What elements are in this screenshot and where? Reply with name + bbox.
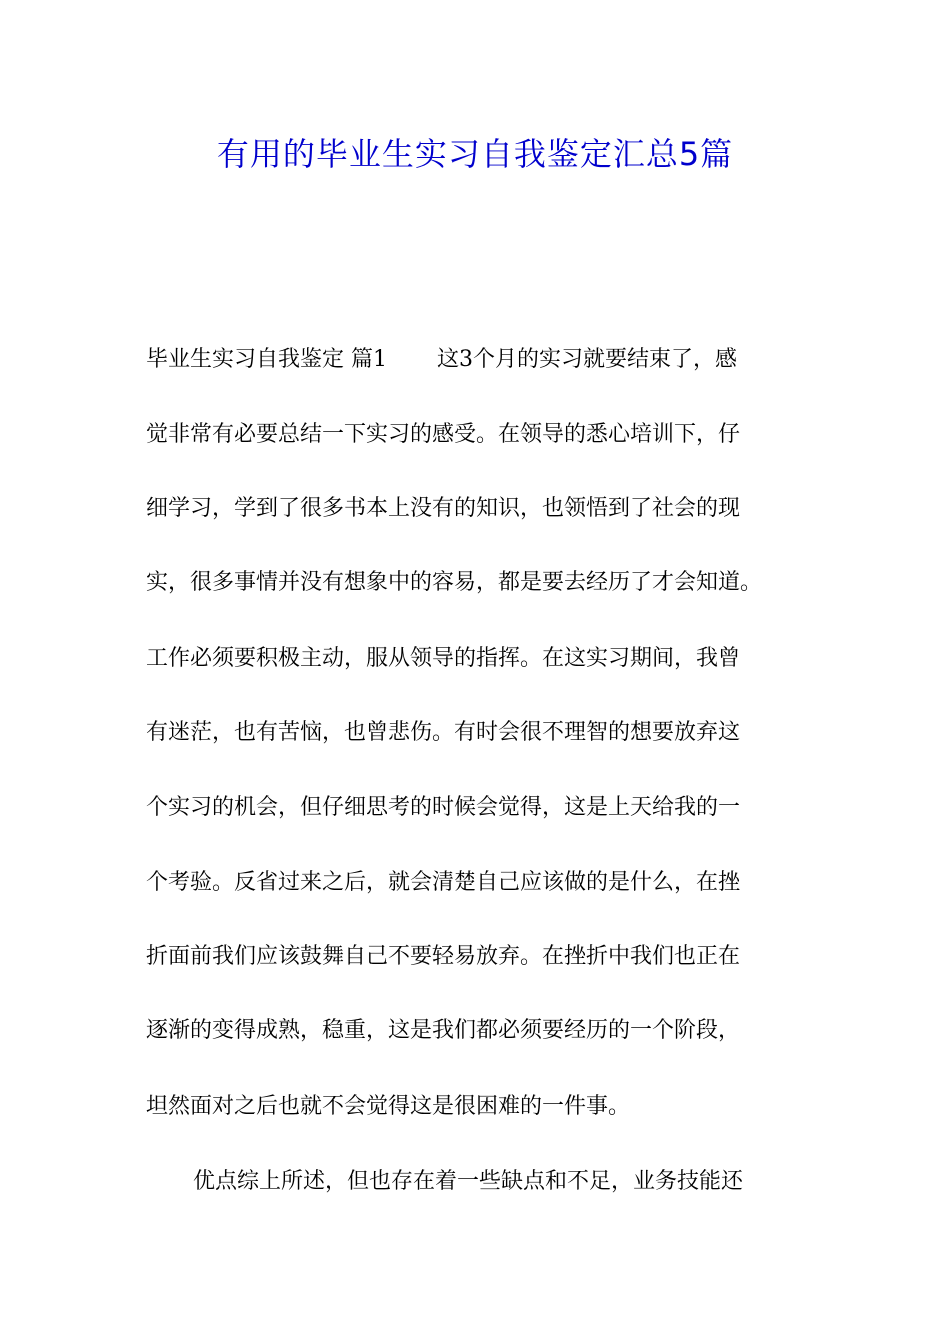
paragraph-line	[146, 345, 737, 375]
paragraph-line: 实，很多事情并没有想象中的容易，都是要去经历了才会知道。	[146, 570, 763, 595]
paragraph-line: 个实习的机会，但仔细思考的时候会觉得，这是上天给我的一	[146, 795, 741, 820]
document-title: 有用的毕业生实习自我鉴定汇总5篇	[216, 135, 734, 173]
paragraph-line: 优点综上所述，但也存在着一些缺点和不足，业务技能还	[193, 1169, 744, 1194]
paragraph-line: 逐渐的变得成熟，稳重，这是我们都必须要经历的一个阶段，	[146, 1018, 741, 1043]
paragraph-line: 细学习，学到了很多书本上没有的知识，也领悟到了社会的现	[146, 496, 741, 521]
paragraph-line: 折面前我们应该鼓舞自己不要轻易放弃。在挫折中我们也正在	[146, 944, 741, 969]
paragraph-line: 有迷茫，也有苦恼，也曾悲伤。有时会很不理智的想要放弃这	[146, 720, 741, 745]
paragraph-line: 工作必须要积极主动，服从领导的指挥。在这实习期间，我曾	[146, 646, 741, 671]
paragraph-line: 坦然面对之后也就不会觉得这是很困难的一件事。	[146, 1094, 631, 1119]
paragraph-line: 个考验。反省过来之后，就会清楚自己应该做的是什么，在挫	[146, 870, 741, 895]
body-text: 这3个月的实习就要结束了，感	[437, 347, 737, 372]
section-heading: 毕业生实习自我鉴定 篇1	[146, 347, 387, 372]
paragraph-line: 觉非常有必要总结一下实习的感受。在领导的悉心培训下，仔	[146, 422, 741, 447]
